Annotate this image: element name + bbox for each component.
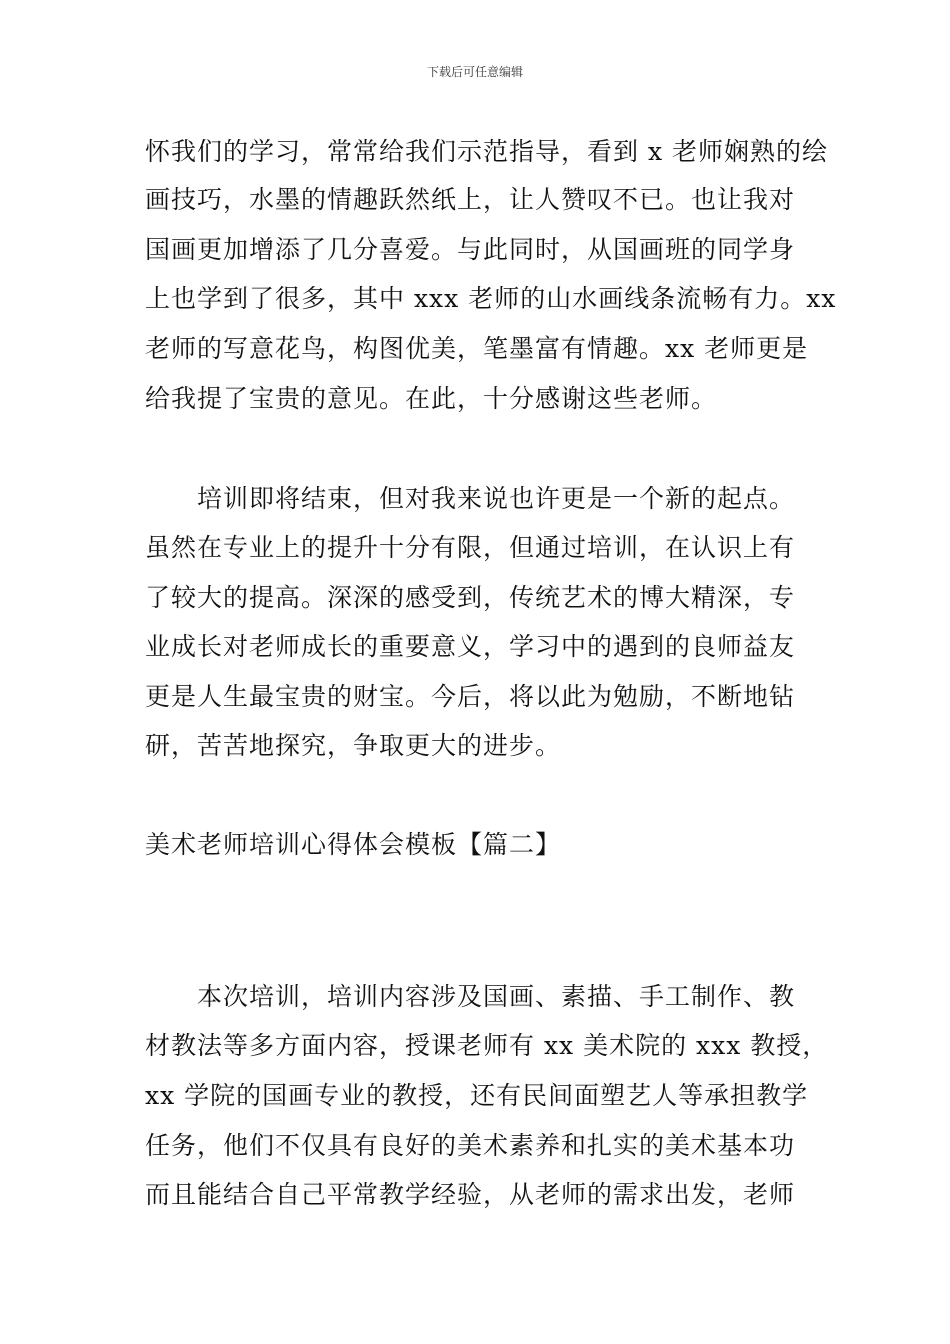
text-line: 虽然在专业上的提升十分有限，但通过培训，在认识上有 <box>145 533 796 562</box>
text-line: 而且能结合自己平常教学经验，从老师的需求出发，老师 <box>145 1180 796 1209</box>
text-line: 任务，他们不仅具有良好的美术素养和扎实的美术基本功 <box>145 1131 796 1160</box>
text-line: 更是人生最宝贵的财宝。今后，将以此为勉励，不断地钻 <box>145 682 796 711</box>
text-line: 业成长对老师成长的重要意义，学习中的遇到的良师益友 <box>145 632 796 661</box>
text-line: 老师的写意花鸟，构图优美，笔墨富有情趣。xx 老师更是 <box>145 334 809 363</box>
text-line: 画技巧，水墨的情趣跃然纸上，让人赞叹不已。也让我对 <box>145 185 796 214</box>
page-header: 下载后可任意编辑 <box>426 65 523 79</box>
paragraph-first-line: 本次培训，培训内容涉及国画、素描、手工制作、教 <box>197 982 796 1011</box>
text-line: 了较大的提高。深深的感受到，传统艺术的博大精深，专 <box>145 583 796 612</box>
paragraph-first-line: 培训即将结束，但对我来说也许更是一个新的起点。 <box>197 484 796 513</box>
text-line: 研，苦苦地探究，争取更大的进步。 <box>145 731 562 760</box>
section-heading: 美术老师培训心得体会模板【篇二】 <box>145 830 562 859</box>
text-line: 怀我们的学习，常常给我们示范指导，看到 x 老师娴熟的绘 <box>145 137 828 166</box>
text-line: xx 学院的国画专业的教授，还有民间面塑艺人等承担教学 <box>145 1081 809 1110</box>
text-line: 上也学到了很多，其中 xxx 老师的山水画线条流畅有力。xx <box>145 284 837 313</box>
text-line: 给我提了宝贵的意见。在此，十分感谢这些老师。 <box>145 384 718 413</box>
text-line: 国画更加增添了几分喜爱。与此同时，从国画班的同学身 <box>145 235 796 264</box>
text-line: 材教法等多方面内容，授课老师有 xx 美术院的 xxx 教授， <box>145 1031 829 1060</box>
